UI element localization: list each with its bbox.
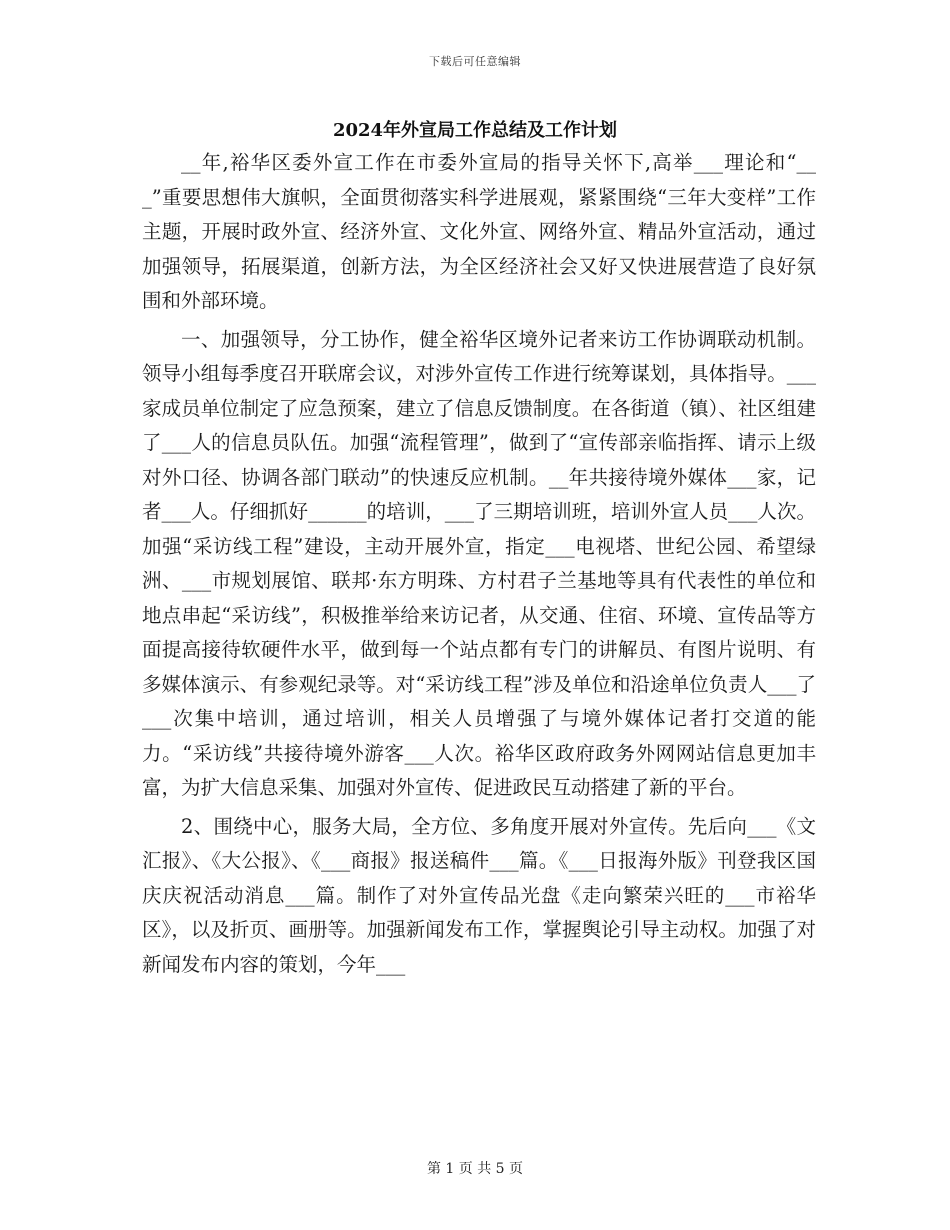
paragraph-section-2: 2、围绕中心，服务大局，全方位、多角度开展对外宣传。先后向___《文汇报》、《大公报》、《___商报》报送稿件___篇。《___日报海外版》刊登我区国庆庆祝活动消息___篇。制作了对外宣传品光盘《走向繁荣兴旺的___市裕华区》，以及折页、画册等。加强新闻发布工作，掌握舆论引导主动权。加强了对新闻发布内容的策划，今年___	[142, 814, 816, 976]
paragraph-intro: __年,裕华区委外宣工作在市委外宣局的指导关怀下,高举___理论和“___”重要思想伟大旗帜，全面贯彻落实科学进展观，紧紧围绕“三年大变样”工作主题，开展时政外宣、经济外宣、文化外宣、网络外宣、精品外宣活动，通过加强领导，拓展渠道，创新方法，为全区经济社会又好又快进展营造了良好氛围和外部环境。	[142, 151, 816, 312]
document-title: 2024年外宣局工作总结及工作计划	[332, 120, 618, 141]
page-header: 下载后可任意编辑	[429, 55, 521, 68]
document-body	[142, 146, 816, 986]
paragraph-section-1: 一、加强领导，分工协作，健全裕华区境外记者来访工作协调联动机制。领导小组每季度召开联席会议，对涉外宣传工作进行统筹谋划，具体指导。___家成员单位制定了应急预案，建立了信息反馈制度。在各街道（镇）、社区组建了___人的信息员队伍。加强“流程管理”，做到了“宣传部亲临指挥、请示上级对外口径、协调各部门联动”的快速反应机制。__年共接待境外媒体___家，记者___人。仔细抓好______的培训，___了三期培训班，培训外宣人员___人次。加强“采访线工程”建设，主动开展外宣，指定___电视塔、世纪公园、希望绿洲、___市规划展馆、联邦·东方明珠、方村君子兰基地等具有代表性的单位和地点串起“采访线”，积极推举给来访记者，从交通、住宿、环境、宣传品等方面提高接待软硬件水平，做到每一个站点都有专门的讲解员、有图片说明、有多媒体演示、有参观纪录等。对“采访线工程”涉及单位和沿途单位负责人___了___次集中培训，通过培训，相关人员增强了与境外媒体记者打交道的能力。“采访线”共接待境外游客___人次。裕华区政府政务外网网站信息更加丰富，为扩大信息采集、加强对外宣传、促进政民互动搭建了新的平台。	[142, 327, 816, 799]
page-number-footer: 第 1 页 共 5 页	[426, 1161, 524, 1177]
